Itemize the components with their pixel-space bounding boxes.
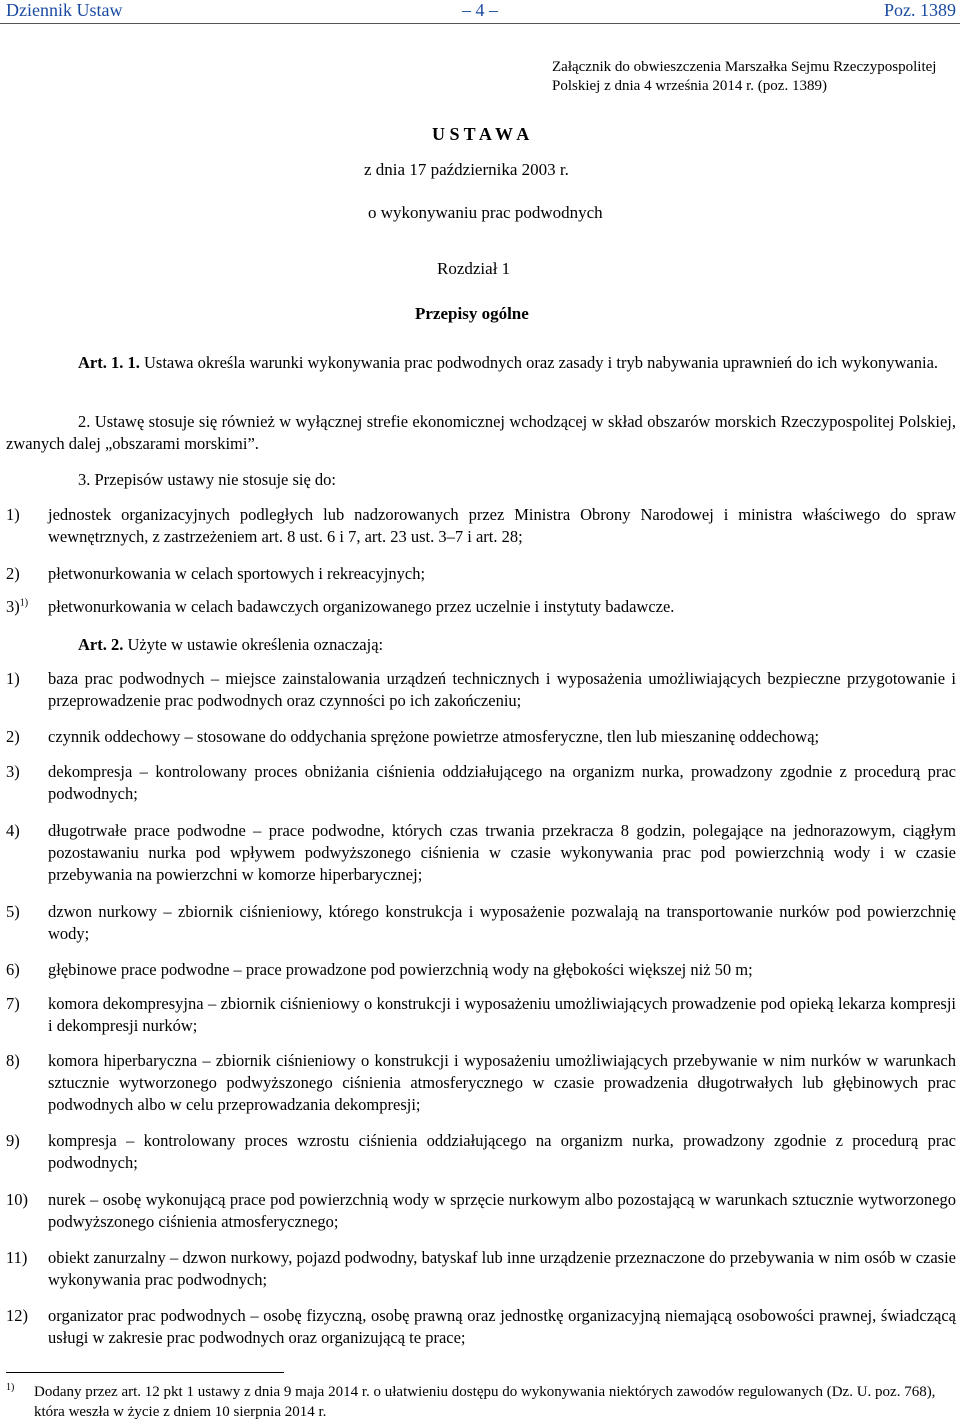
art1-para2: 2. Ustawę stosuje się również w wyłącznej strefie ekonomicznej wchodzącej w skład obszarów morskich Rzeczypospolitej Polskiej, zwanych dalej „obszarami morskimi”. [6,412,956,453]
act-title: o wykonywaniu prac podwodnych [368,203,603,222]
definition-item: 7) komora dekompresyjna – zbiornik ciśnieniowy o konstrukcji i wyposażeniu umożliwiających prowadzenie pod opieką lekarza kompresji i dekompresji nurków; [6,994,956,1035]
footnote-ref: 1) [19,597,29,609]
definition-item: 6) głębinowe prace podwodne – prace prowadzone pod powierzchnią wody na głębokości większej niż 50 m; [6,960,753,979]
footnote-divider [6,1372,284,1373]
act-type: U S T A W A [432,124,530,144]
definition-item: 10) nurek – osobę wykonującą prace pod powierzchnią wody w sprzęcie nurkowym albo pozostającą w warunkach sztucznie wytworzonego podwyższonego ciśnienia atmosferycznego; [6,1190,956,1231]
list-item: 2) płetwonurkowania w celach sportowych i rekreacyjnych; [6,564,426,583]
art2-intro: Art. 2. Użyte w ustawie określenia oznaczają: [78,635,384,654]
definition-item: 8) komora hiperbaryczna – zbiornik ciśnieniowy o konstrukcji i wyposażeniu umożliwiających przebywanie w nim nurków w warunkach sztucznie wytworzonego podwyższonego ciśnienia atmosferycznego w czasie prowadzenia długotrwałych lub głębinowych prac podwodnych albo w celu przeprowadzania dekompresji; [6,1051,956,1114]
journal-title: Dziennik Ustaw [6,0,123,20]
definition-item: 9) kompresja – kontrolowany proces wzrostu ciśnienia oddziałującego na organizm nurka, prowadzony zgodnie z procedurą prac podwodnych; [6,1131,956,1172]
header-divider [0,23,960,24]
act-date: z dnia 17 października 2003 r. [364,160,569,179]
footnote-text: Dodany przez art. 12 pkt 1 ustawy z dnia 9 maja 2014 r. o ułatwieniu dostępu do wykonywania niektórych zawodów regulowanych (Dz. U. poz. 768), która weszła w życie z dniem 10 sierpnia 2014 r. [34,1384,936,1420]
footnote [6,1382,956,1422]
annex-line-2: Polskiej z dnia 4 września 2014 r. (poz. 1389) [552,78,827,94]
definition-item: 5) dzwon nurkowy – zbiornik ciśnieniowy, którego konstrukcja i wyposażenie pozwalają na transportowanie nurków pod powierzchnię wody; [6,902,956,943]
definition-item: 11) obiekt zanurzalny – dzwon nurkowy, pojazd podwodny, batyskaf lub inne urządzenie przeznaczone do przebywania w nim osób w czasie wykonywania prac podwodnych; [6,1248,956,1289]
art1-para1: Art. 1. 1. Ustawa określa warunki wykonywania prac podwodnych oraz zasady i tryb nabywania uprawnień do ich wykonywania. [78,353,939,372]
definition-item: 2) czynnik oddechowy – stosowane do oddychania sprężone powietrze atmosferyczne, tlen lub mieszaninę oddechową; [6,727,820,746]
definition-item: 4) długotrwałe prace podwodne – prace podwodne, których czas trwania przekracza 8 godzin, polegające na jednorazowym, ciągłym pozostawaniu nurka pod wpływem podwyższonego ciśnienia w czasie wykonywania prac pod powierzchnią wody i w czasie przebywania na powierzchni w komorze hiperbarycznej; [6,821,956,884]
page-number: – 4 – [462,0,498,20]
list-item: 3)$^{1)}$ płetwonurkowania w celach badawczych organizowanego przez uczelnie i instytuty badawcze. [6,597,675,616]
definition-item: 1) baza prac podwodnych – miejsce zainstalowania urządzeń technicznych i wyposażenia umożliwiających bezpieczne przygotowanie i przeprowadzenie prac podwodnych oraz czynności po ich zakończeniu; [6,669,956,710]
footnote-number: 1) [6,1382,15,1393]
chapter-number: Rozdział 1 [437,259,511,278]
art1-para3: 3. Przepisów ustawy nie stosuje się do: [78,470,337,489]
list-item: 1) jednostek organizacyjnych podległych lub nadzorowanych przez Ministra Obrony Narodowej i ministra właściwego do spraw wewnętrznych, z zastrzeżeniem art. 8 ust. 6 i 7, art. 23 ust. 3–7 i art. 28; [6,505,956,546]
annex-note [552,58,936,96]
definition-item: 12) organizator prac podwodnych – osobę fizyczną, osobę prawną oraz jednostkę organizacyjną niemającą osobowości prawnej, świadczącą usługi w zakresie prac podwodnych oraz organizującą te prace; [6,1306,956,1347]
annex-line-1: Załącznik do obwieszczenia Marszałka Sejmu Rzeczypospolitej [552,59,937,75]
definition-item: 3) dekompresja – kontrolowany proces obniżania ciśnienia oddziałującego na organizm nurka, prowadzony zgodnie z procedurą prac podwodnych; [6,762,956,803]
position-number: Poz. 1389 [884,0,956,20]
chapter-title: Przepisy ogólne [415,304,529,323]
